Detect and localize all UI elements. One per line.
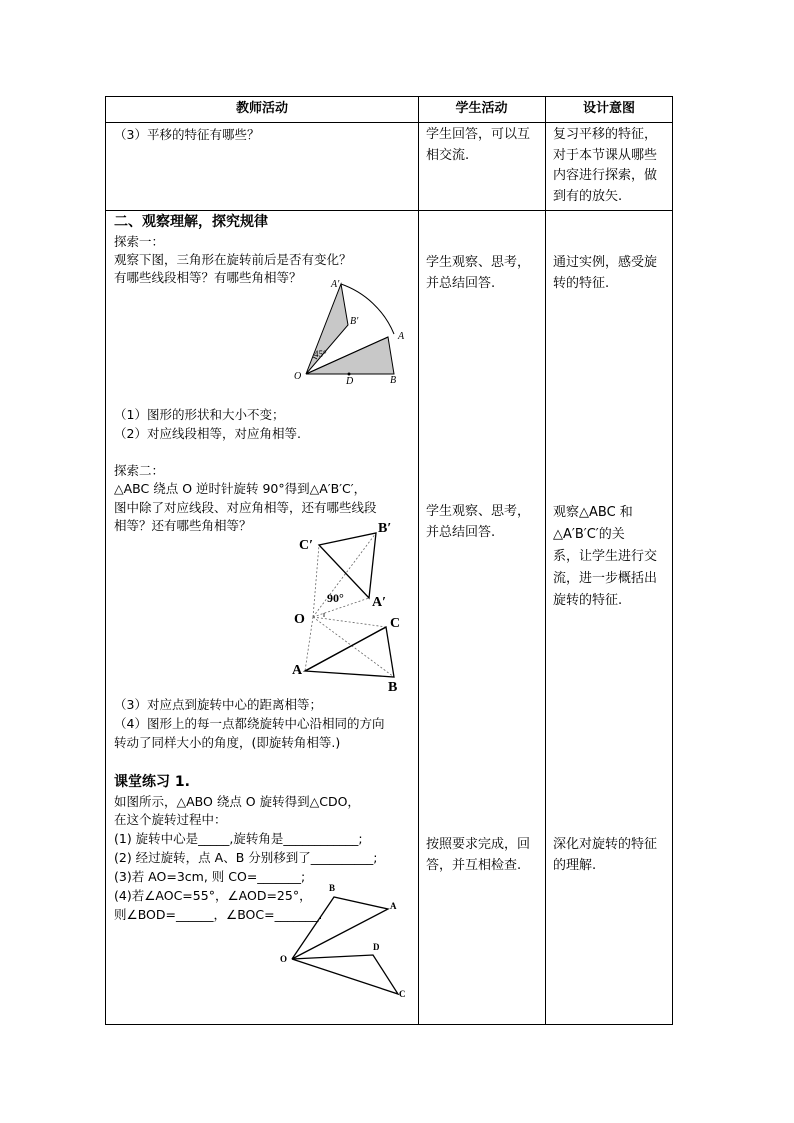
label-B-prime: B′ bbox=[378, 521, 392, 536]
label-O: O bbox=[294, 612, 305, 627]
row1-student-note: 学生回答，可以互 相交流. bbox=[426, 127, 531, 163]
label-D: D bbox=[346, 376, 354, 387]
conclusion-3: （3）对应点到旋转中心的距离相等； bbox=[114, 697, 322, 712]
review-question: （3）平移的特征有哪些？ bbox=[114, 127, 260, 142]
label-A-prime: A′ bbox=[372, 595, 387, 610]
header-design: 设计意图 bbox=[582, 101, 635, 116]
conclusion-4-cont: 转动了同样大小的角度，(即旋转角相等.) bbox=[114, 735, 341, 750]
rotation-figure-3 bbox=[278, 879, 413, 1004]
student-note-1: 学生观察、思考， 并总结回答. bbox=[426, 255, 531, 291]
row1-design-note: 复习平移的特征， 对于本节课从哪些 内容进行探索，做 到有的放矢. bbox=[553, 127, 658, 204]
label-B: B bbox=[390, 375, 397, 386]
section-title: 二、观察理解，探究规律 bbox=[114, 214, 268, 230]
student-note-2: 学生观察、思考， 并总结回答. bbox=[426, 504, 531, 540]
label-B-prime: B' bbox=[350, 316, 359, 327]
label-A-prime: A' bbox=[331, 279, 340, 290]
explore2-line: 图中除了对应线段、对应角相等，还有哪些线段 bbox=[114, 500, 377, 515]
practice-question-2: (2) 经过旋转，点 A、B 分别移到了__________; bbox=[114, 850, 378, 865]
row-divider bbox=[106, 210, 672, 211]
lesson-table bbox=[105, 96, 673, 1025]
label-O: O bbox=[294, 371, 302, 382]
label-C-prime: C′ bbox=[299, 538, 314, 553]
label-B: B bbox=[329, 883, 336, 893]
label-C: C bbox=[390, 616, 401, 631]
label-angle: 90° bbox=[327, 591, 344, 605]
explore2-label: 探索二： bbox=[114, 463, 165, 478]
rotation-figure-1 bbox=[291, 277, 411, 387]
practice-question-4-cont: 则∠BOD=______，∠BOC=_______. bbox=[114, 907, 323, 922]
rotation-figure-2 bbox=[291, 520, 416, 700]
practice-title: 课堂练习 1. bbox=[114, 774, 190, 790]
practice-question-4: (4)若∠AOC=55°，∠AOD=25°， bbox=[114, 888, 312, 903]
label-angle: 45° bbox=[314, 349, 327, 359]
student-note-3: 按照要求完成，回 答，并互相检查. bbox=[426, 837, 531, 873]
triangle-ABC bbox=[305, 627, 394, 677]
label-A: A bbox=[398, 331, 405, 342]
triangle-CDO bbox=[292, 955, 398, 994]
label-D: D bbox=[373, 942, 380, 952]
practice-question-3: (3)若 AO=3cm, 则 CO=_______; bbox=[114, 869, 306, 884]
explore1-line: 有哪些线段相等？有哪些角相等？ bbox=[114, 270, 302, 285]
conclusion-2: （2）对应线段相等，对应角相等. bbox=[114, 426, 301, 441]
practice-line: 在这个旋转过程中： bbox=[114, 812, 227, 827]
triangle-A-prime-B-prime-C-prime bbox=[319, 533, 376, 598]
label-B: B bbox=[388, 680, 398, 695]
column-divider-1 bbox=[418, 97, 419, 1024]
design-note-3: 深化对旋转的特征 的理解. bbox=[553, 837, 658, 873]
practice-question-1: (1) 旋转中心是_____,旋转角是____________; bbox=[114, 831, 363, 846]
explore1-line: 观察下图，三角形在旋转前后是否有变化？ bbox=[114, 252, 352, 267]
conclusion-4: （4）图形上的每一点都绕旋转中心沿相同的方向 bbox=[114, 716, 385, 731]
conclusion-1: （1）图形的形状和大小不变； bbox=[114, 407, 285, 422]
explore2-line: 相等？还有哪些角相等？ bbox=[114, 518, 252, 533]
header-teacher: 教师活动 bbox=[235, 101, 288, 116]
practice-line: 如图所示，△ABO 绕点 O 旋转得到△CDO， bbox=[114, 794, 360, 809]
column-divider-2 bbox=[545, 97, 546, 1024]
explore1-label: 探索一： bbox=[114, 234, 165, 249]
label-O: O bbox=[280, 954, 288, 964]
label-C: C bbox=[399, 989, 406, 999]
label-A: A bbox=[390, 901, 397, 911]
header-student: 学生活动 bbox=[455, 101, 508, 116]
label-A: A bbox=[292, 663, 303, 678]
design-note-1: 通过实例，感受旋 转的特征. bbox=[553, 255, 658, 291]
design-note-2: 观察△ABC 和 △A′B′C′的关 系，让学生进行交 流，进一步概括出 旋转的特征. bbox=[553, 505, 658, 608]
rotation-arc bbox=[341, 284, 394, 334]
explore2-line: △ABC 绕点 O 逆时针旋转 90°得到△A′B′C′， bbox=[114, 481, 367, 496]
